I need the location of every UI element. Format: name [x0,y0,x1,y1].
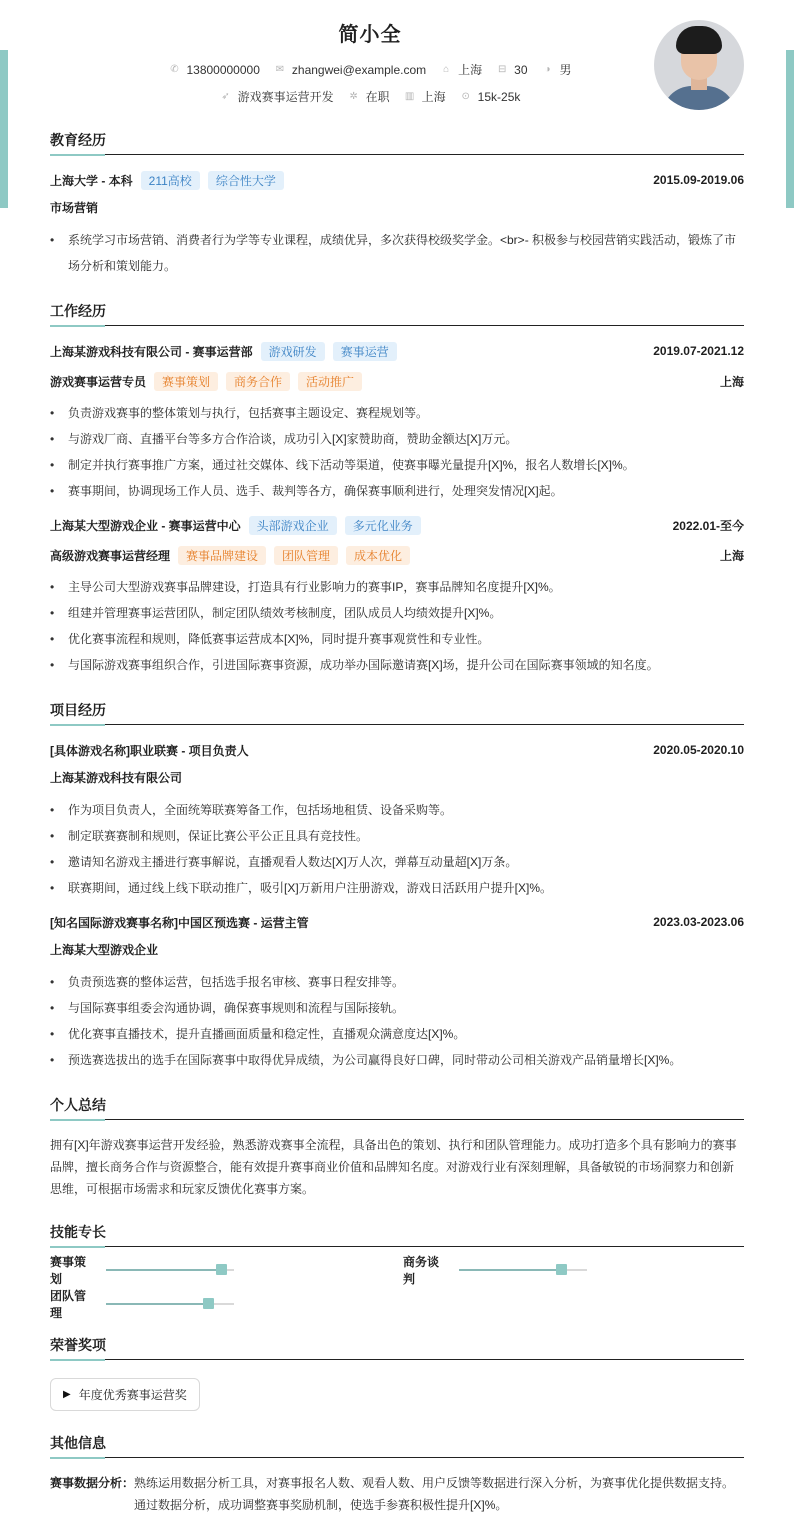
status-item [348,88,390,105]
list-item: • 与国际赛事组委会沟通协调，确保赛事规则和流程与国际接轨。 [50,995,744,1021]
section-title-skills: 技能专长 [50,1222,744,1247]
work-entry [50,340,744,504]
status-value: 在职 [365,90,390,104]
work-company-row [50,514,744,536]
job-intent-row [50,88,690,105]
skill-level-bar [106,1303,234,1305]
other-section [50,1433,744,1516]
project-header-row [50,739,744,761]
project-name: [具体游戏名称]职业联赛 - 项目负责人 [50,743,249,758]
status-icon: ✲ [349,90,358,102]
work-role-row [50,370,744,392]
education-section [50,130,744,279]
section-title-other: 其他信息 [50,1433,744,1458]
salary-item [460,90,521,104]
school-tag: 综合性大学 [208,171,284,190]
skill-item [403,1255,743,1286]
age-item [496,63,527,77]
send-icon: ➶ [221,90,230,102]
role-tag: 团队管理 [274,546,338,565]
role-name: 高级游戏赛事运营经理 [50,548,171,563]
gender-item [542,61,572,78]
awards-section [50,1335,744,1411]
skills-grid [50,1255,744,1320]
list-item: • 赛事期间，协调现场工作人员、选手、裁判等各方，确保赛事顺利进行，处理突发情况[X]起。 [50,478,744,504]
age-icon: ⊟ [497,63,507,75]
award-toggle[interactable] [50,1378,200,1411]
work-location: 上海 [719,548,744,563]
city-item [404,88,446,105]
caret-right-icon: ▶ [63,1389,71,1400]
section-title-projects: 项目经历 [50,700,744,725]
role-tag: 赛事品牌建设 [178,546,266,565]
skill-level-bar [106,1269,234,1271]
city-value: 上海 [421,90,446,104]
location-value: 上海 [458,63,483,77]
email-value: zhangwei@example.com [291,62,427,77]
contact-row [50,61,690,78]
school-name: 上海大学 - 本科 [50,173,133,188]
skill-level-handle [556,1264,567,1275]
list-item: • 邀请知名游戏主播进行赛事解说，直播观看人数达[X]万人次，弹幕互动量超[X]万条。 [50,849,744,875]
summary-section [50,1095,744,1200]
company-tag: 头部游戏企业 [249,516,337,535]
location-item [440,61,482,78]
project-bullets [50,969,744,1073]
work-date: 2019.07-2021.12 [653,344,744,358]
work-role-row [50,544,744,566]
candidate-name: 简小全 [338,24,402,46]
major: 市场营销 [50,201,99,215]
skill-level-handle [203,1298,214,1309]
list-item: • 制定联赛赛制和规则，保证比赛公平公正且具有竞技性。 [50,823,744,849]
work-bullets [50,400,744,504]
education-bullets [50,227,744,279]
company-tag: 游戏研发 [261,342,325,361]
project-org: 上海某游戏科技有限公司 [50,771,183,785]
skill-label: 商务谈判 [403,1255,440,1286]
list-item: • 制定并执行赛事推广方案，通过社交媒体、线下活动等渠道，使赛事曝光量提升[X]%，报名人数增长[X]%。 [50,452,744,478]
section-title-summary: 个人总结 [50,1095,744,1120]
role-tag: 商务合作 [226,372,290,391]
skill-level-bar [459,1269,587,1271]
work-entry [50,514,744,678]
list-item: • 与国际游戏赛事组织合作，引进国际赛事资源，成功举办国际邀请赛[X]场，提升公司在国际赛事领域的知名度。 [50,652,744,678]
role-tag: 成本优化 [346,546,410,565]
company-tag: 赛事运营 [333,342,397,361]
building-icon: ▥ [404,90,415,102]
age-value: 30 [514,62,528,77]
role-tag: 赛事策划 [154,372,218,391]
school-tag: 211高校 [141,171,200,190]
mail-icon: ✉ [275,63,285,75]
skill-label: 赛事策划 [50,1255,87,1286]
other-label: 赛事数据分析： [50,1476,135,1490]
award-label: 年度优秀赛事运营奖 [78,1388,187,1402]
list-item: • 优化赛事流程和规则，降低赛事运营成本[X]%，同时提升赛事观赏性和专业性。 [50,626,744,652]
role-tag: 活动推广 [298,372,362,391]
summary-text: 拥有[X]年游戏赛事运营开发经验，熟悉游戏赛事全流程，具备出色的策划、执行和团队管理能力。成功打造多个具有影响力的赛事品牌，擅长商务合作与资源整合，能有效提升赛事商业价值和品牌知名度。对游戏行业有深刻理解，具备敏锐的市场洞察力和创新思维，可根据市场需求和玩家反馈优化赛事方案。 [50,1138,737,1196]
list-item: • 预选赛选拔出的选手在国际赛事中取得优异成绩，为公司赢得良好口碑，同时带动公司相关游戏产品销量增长[X]%。 [50,1047,744,1073]
skill-item [50,1289,403,1320]
section-title-education: 教育经历 [50,130,744,155]
education-date: 2015.09-2019.06 [653,173,744,187]
list-item: • 与游戏厂商、直播平台等多方合作洽谈，成功引入[X]家赞助商，赞助金额达[X]万元。 [50,426,744,452]
email-item [274,63,426,77]
project-header-row [50,911,744,933]
list-item: • 系统学习市场营销、消费者行为学等专业课程，成绩优异，多次获得校级奖学金。<br>- 积极参与校园营销实践活动，锻炼了市场分析和策划能力。 [50,227,744,279]
work-company-row [50,340,744,362]
salary-value: 15k-25k [477,89,521,104]
work-bullets [50,574,744,678]
list-item: • 作为项目负责人，全面统筹联赛筹备工作，包括场地租赁、设备采购等。 [50,797,744,823]
avatar [654,20,744,110]
other-text: 熟练运用数据分析工具，对赛事报名人数、观看人数、用户反馈等数据进行深入分析，为赛事优化提供数据支持。通过数据分析，成功调整赛事奖励机制，使选手参赛积极性提升[X]%。 [134,1476,735,1512]
list-item: • 主导公司大型游戏赛事品牌建设，打造具有行业影响力的赛事IP，赛事品牌知名度提升[X]%。 [50,574,744,600]
work-section [50,301,744,678]
list-item: • 负责预选赛的整体运营，包括选手报名审核、赛事日程安排等。 [50,969,744,995]
company-tag: 多元化业务 [345,516,421,535]
project-entry [50,739,744,901]
skill-label: 团队管理 [50,1289,87,1320]
salary-icon: ⊙ [461,90,470,102]
role-name: 游戏赛事运营专员 [50,374,147,389]
company-name: 上海某大型游戏企业 - 赛事运营中心 [50,518,241,533]
project-entry [50,911,744,1073]
skill-level-handle [216,1264,227,1275]
home-icon: ⌂ [443,63,450,75]
list-item: • 优化赛事直播技术，提升直播画面质量和稳定性，直播观众满意度达[X]%。 [50,1021,744,1047]
projects-section [50,700,744,1073]
section-title-awards: 荣誉奖项 [50,1335,744,1360]
education-header-row [50,169,744,191]
work-date: 2022.01-至今 [672,518,744,533]
resume-header [50,0,744,130]
gender-value: 男 [559,63,572,77]
phone-item [168,63,259,77]
phone-value: 13800000000 [186,62,260,77]
list-item: • 负责游戏赛事的整体策划与执行，包括赛事主题设定、赛程规划等。 [50,400,744,426]
other-item [50,1472,744,1516]
gender-icon: ◑ [544,63,551,75]
phone-icon: ✆ [170,63,179,75]
project-bullets [50,797,744,901]
project-date: 2020.05-2020.10 [653,743,744,757]
skills-section [50,1222,744,1320]
skill-item [50,1255,403,1286]
company-name: 上海某游戏科技有限公司 - 赛事运营部 [50,344,253,359]
project-name: [知名国际游戏赛事名称]中国区预选赛 - 运营主管 [50,915,309,930]
position-value: 游戏赛事运营开发 [237,90,334,104]
project-date: 2023.03-2023.06 [653,915,744,929]
list-item: • 组建并管理赛事运营团队，制定团队绩效考核制度，团队成员人均绩效提升[X]%。 [50,600,744,626]
work-location: 上海 [719,374,744,389]
section-title-work: 工作经历 [50,301,744,326]
list-item: • 联赛期间，通过线上线下联动推广，吸引[X]万新用户注册游戏，游戏日活跃用户提升[X]%。 [50,875,744,901]
project-org: 上海某大型游戏企业 [50,943,159,957]
position-item [220,88,334,105]
